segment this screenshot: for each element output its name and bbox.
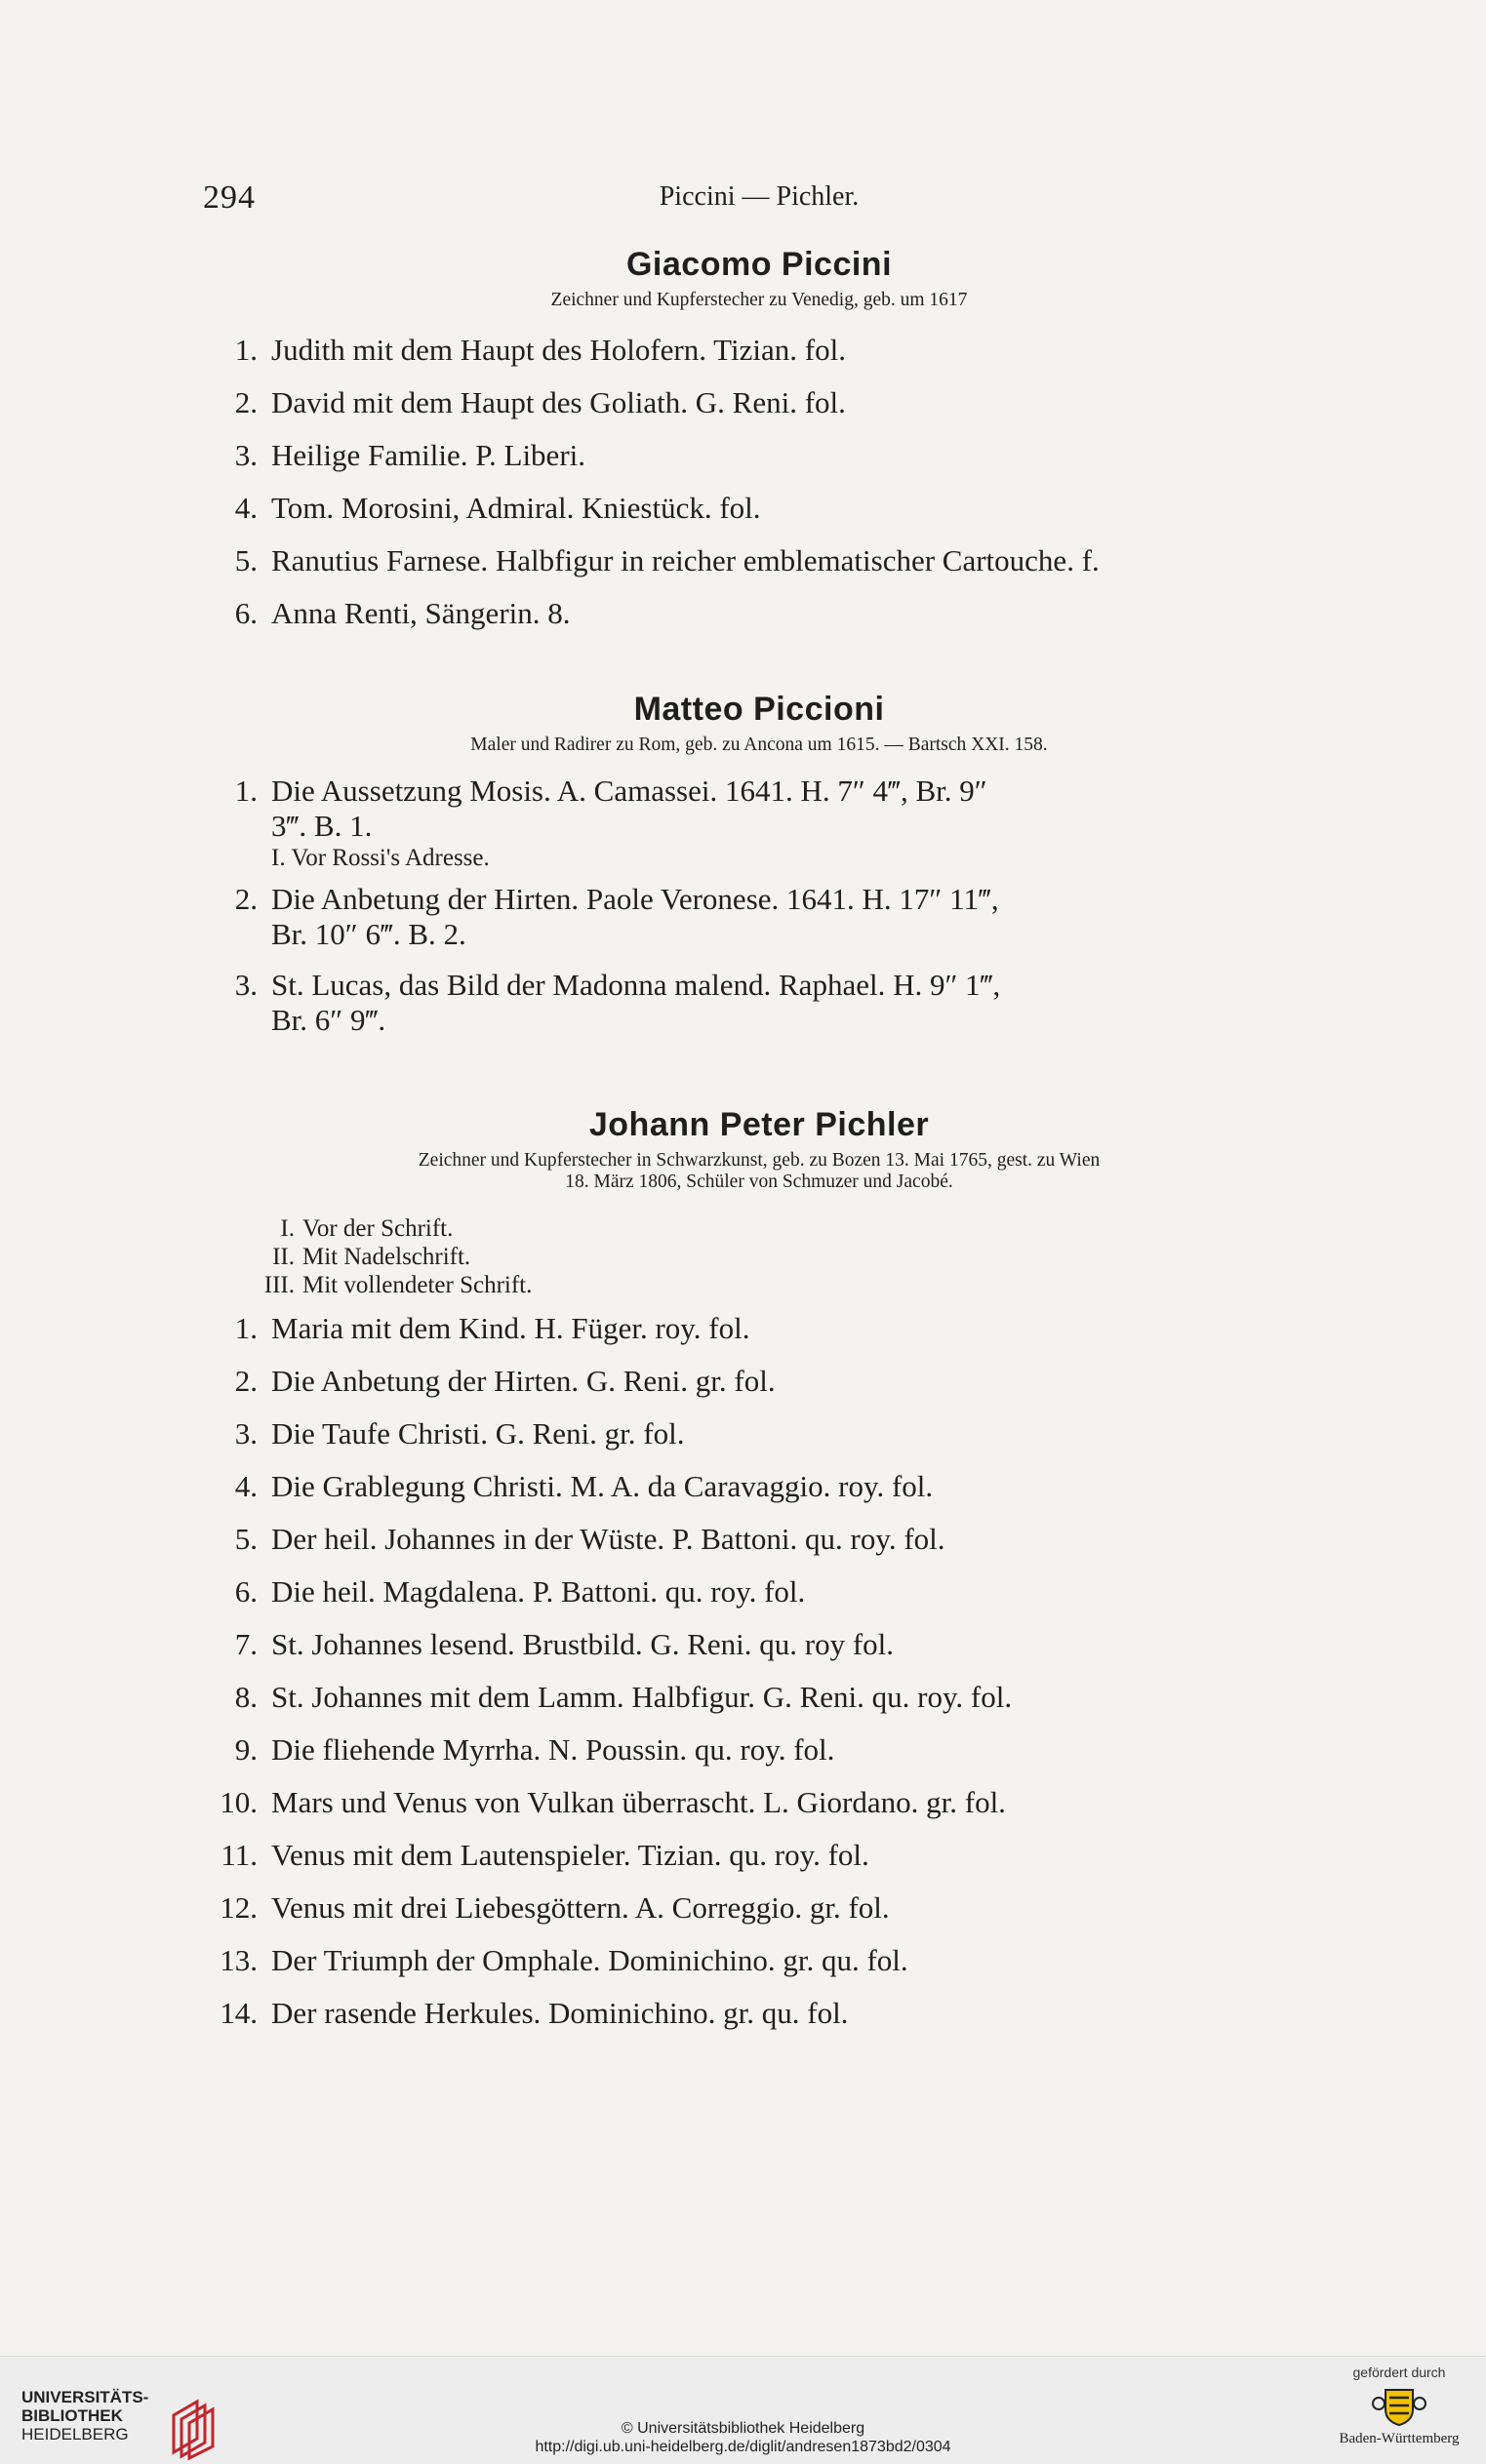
catalog-entry: 12. Venus mit drei Liebesgöttern. A. Correggio. gr. fol.	[220, 1890, 890, 1925]
source-url[interactable]: http://digi.ub.uni-heidelberg.de/diglit/andresen1873bd2/0304	[535, 2439, 951, 2455]
viewer-footer	[0, 2356, 1486, 2464]
library-name-line: HEIDELBERG	[21, 2425, 129, 2444]
section-giacomo-piccini	[203, 246, 1315, 631]
section-title: Matteo Piccioni	[633, 691, 885, 728]
catalog-entry: 3. St. Lucas, das Bild der Madonna malend. Raphael. H. 9″ 1‴, Br. 6″ 9‴.	[234, 968, 1001, 1037]
catalog-entry: 2. Die Anbetung der Hirten. Paole Veronese. 1641. H. 17″ 11‴, Br. 10″ 6‴. B. 2.	[234, 882, 999, 951]
catalog-entry: 14. Der rasende Herkules. Dominichino. gr. qu. fol.	[220, 1996, 849, 2030]
catalog-entry: 7. St. Johannes lesend. Brustbild. G. Reni. qu. roy fol.	[234, 1627, 895, 1661]
page-number: 294	[203, 179, 256, 216]
catalog-entry: 4. Tom. Morosini, Admiral. Kniestück. fol.	[234, 491, 761, 525]
page-header	[203, 179, 1315, 219]
section-subtitle: Zeichner und Kupferstecher zu Venedig, geb. um 1617	[550, 290, 968, 310]
catalog-entry: 5. Ranutius Farnese. Halbfigur in reicher emblematischer Cartouche. f.	[234, 543, 1100, 577]
catalog-entry: 11. Venus mit dem Lautenspieler. Tizian. qu. roy. fol.	[221, 1838, 869, 1872]
catalog-entry: 2. David mit dem Haupt des Goliath. G. Reni. fol.	[234, 385, 846, 419]
catalog-entry: 9. Die fliehende Myrrha. N. Poussin. qu. roy. fol.	[234, 1732, 835, 1767]
section-subtitle: Zeichner und Kupferstecher in Schwarzkunst, geb. zu Bozen 13. Mai 1765, gest. zu Wien 18. März 1806, Schüler von Schmuzer und Jacobé.	[418, 1150, 1101, 1192]
catalog-entry: 2. Die Anbetung der Hirten. G. Reni. gr. fol.	[234, 1364, 776, 1398]
catalog-entry: 6. Die heil. Magdalena. P. Battoni. qu. roy. fol.	[234, 1574, 806, 1609]
library-name-line: UNIVERSITÄTS-	[21, 2388, 149, 2406]
copyright-block	[0, 2419, 1486, 2456]
catalog-entry: 3. Heilige Familie. P. Liberi.	[234, 438, 586, 472]
catalog-entry: 13. Der Triumph der Omphale. Dominichino. gr. qu. fol.	[220, 1943, 908, 1977]
coat-of-arms-icon	[1372, 2384, 1426, 2427]
state-item: II. Mit Nadelschrift.	[272, 1244, 471, 1270]
section-subtitle: Maler und Radirer zu Rom, geb. zu Ancona um 1615. — Bartsch XXI. 158.	[470, 735, 1048, 755]
catalog-entry: 10. Mars und Venus von Vulkan überrascht. L. Giordano. gr. fol.	[220, 1785, 1006, 1819]
catalog-entry: 6. Anna Renti, Sängerin. 8.	[234, 596, 571, 630]
section-johann-peter-pichler	[203, 1106, 1315, 2031]
sponsor-label: gefördert durch	[1352, 2365, 1446, 2380]
running-title: Piccini — Pichler.	[659, 181, 860, 212]
catalog-entry: 1. Judith mit dem Haupt des Holofern. Tizian. fol.	[234, 333, 846, 367]
state-item: I. Vor der Schrift.	[280, 1215, 454, 1242]
sponsor-name: Baden-Württemberg	[1339, 2431, 1460, 2446]
section-title: Giacomo Piccini	[625, 246, 893, 283]
sponsor-block[interactable]	[1326, 2365, 1472, 2447]
catalog-entry: 1. Die Aussetzung Mosis. A. Camassei. 1641. H. 7″ 4‴, Br. 9″ 3‴. B. 1.	[234, 774, 987, 843]
catalog-entry: 4. Die Grablegung Christi. M. A. da Caravaggio. roy. fol.	[234, 1469, 934, 1503]
catalog-entry: 1. Maria mit dem Kind. H. Füger. roy. fol.	[234, 1311, 750, 1345]
section-matteo-piccioni	[203, 691, 1315, 1038]
catalog-entry: 5. Der heil. Johannes in der Wüste. P. Battoni. qu. roy. fol.	[234, 1522, 945, 1556]
catalog-entry: 3. Die Taufe Christi. G. Reni. gr. fol.	[234, 1416, 685, 1451]
state-item: III. Mit vollendeter Schrift.	[263, 1272, 533, 1298]
section-title: Johann Peter Pichler	[588, 1106, 930, 1143]
state-note: I. Vor Rossi's Adresse.	[271, 845, 490, 871]
library-name-line: BIBLIOTHEK	[21, 2406, 123, 2425]
catalog-entry: 8. St. Johannes mit dem Lamm. Halbfigur. G. Reni. qu. roy. fol.	[234, 1680, 1013, 1714]
copyright-text: © Universitätsbibliothek Heidelberg	[621, 2420, 865, 2437]
